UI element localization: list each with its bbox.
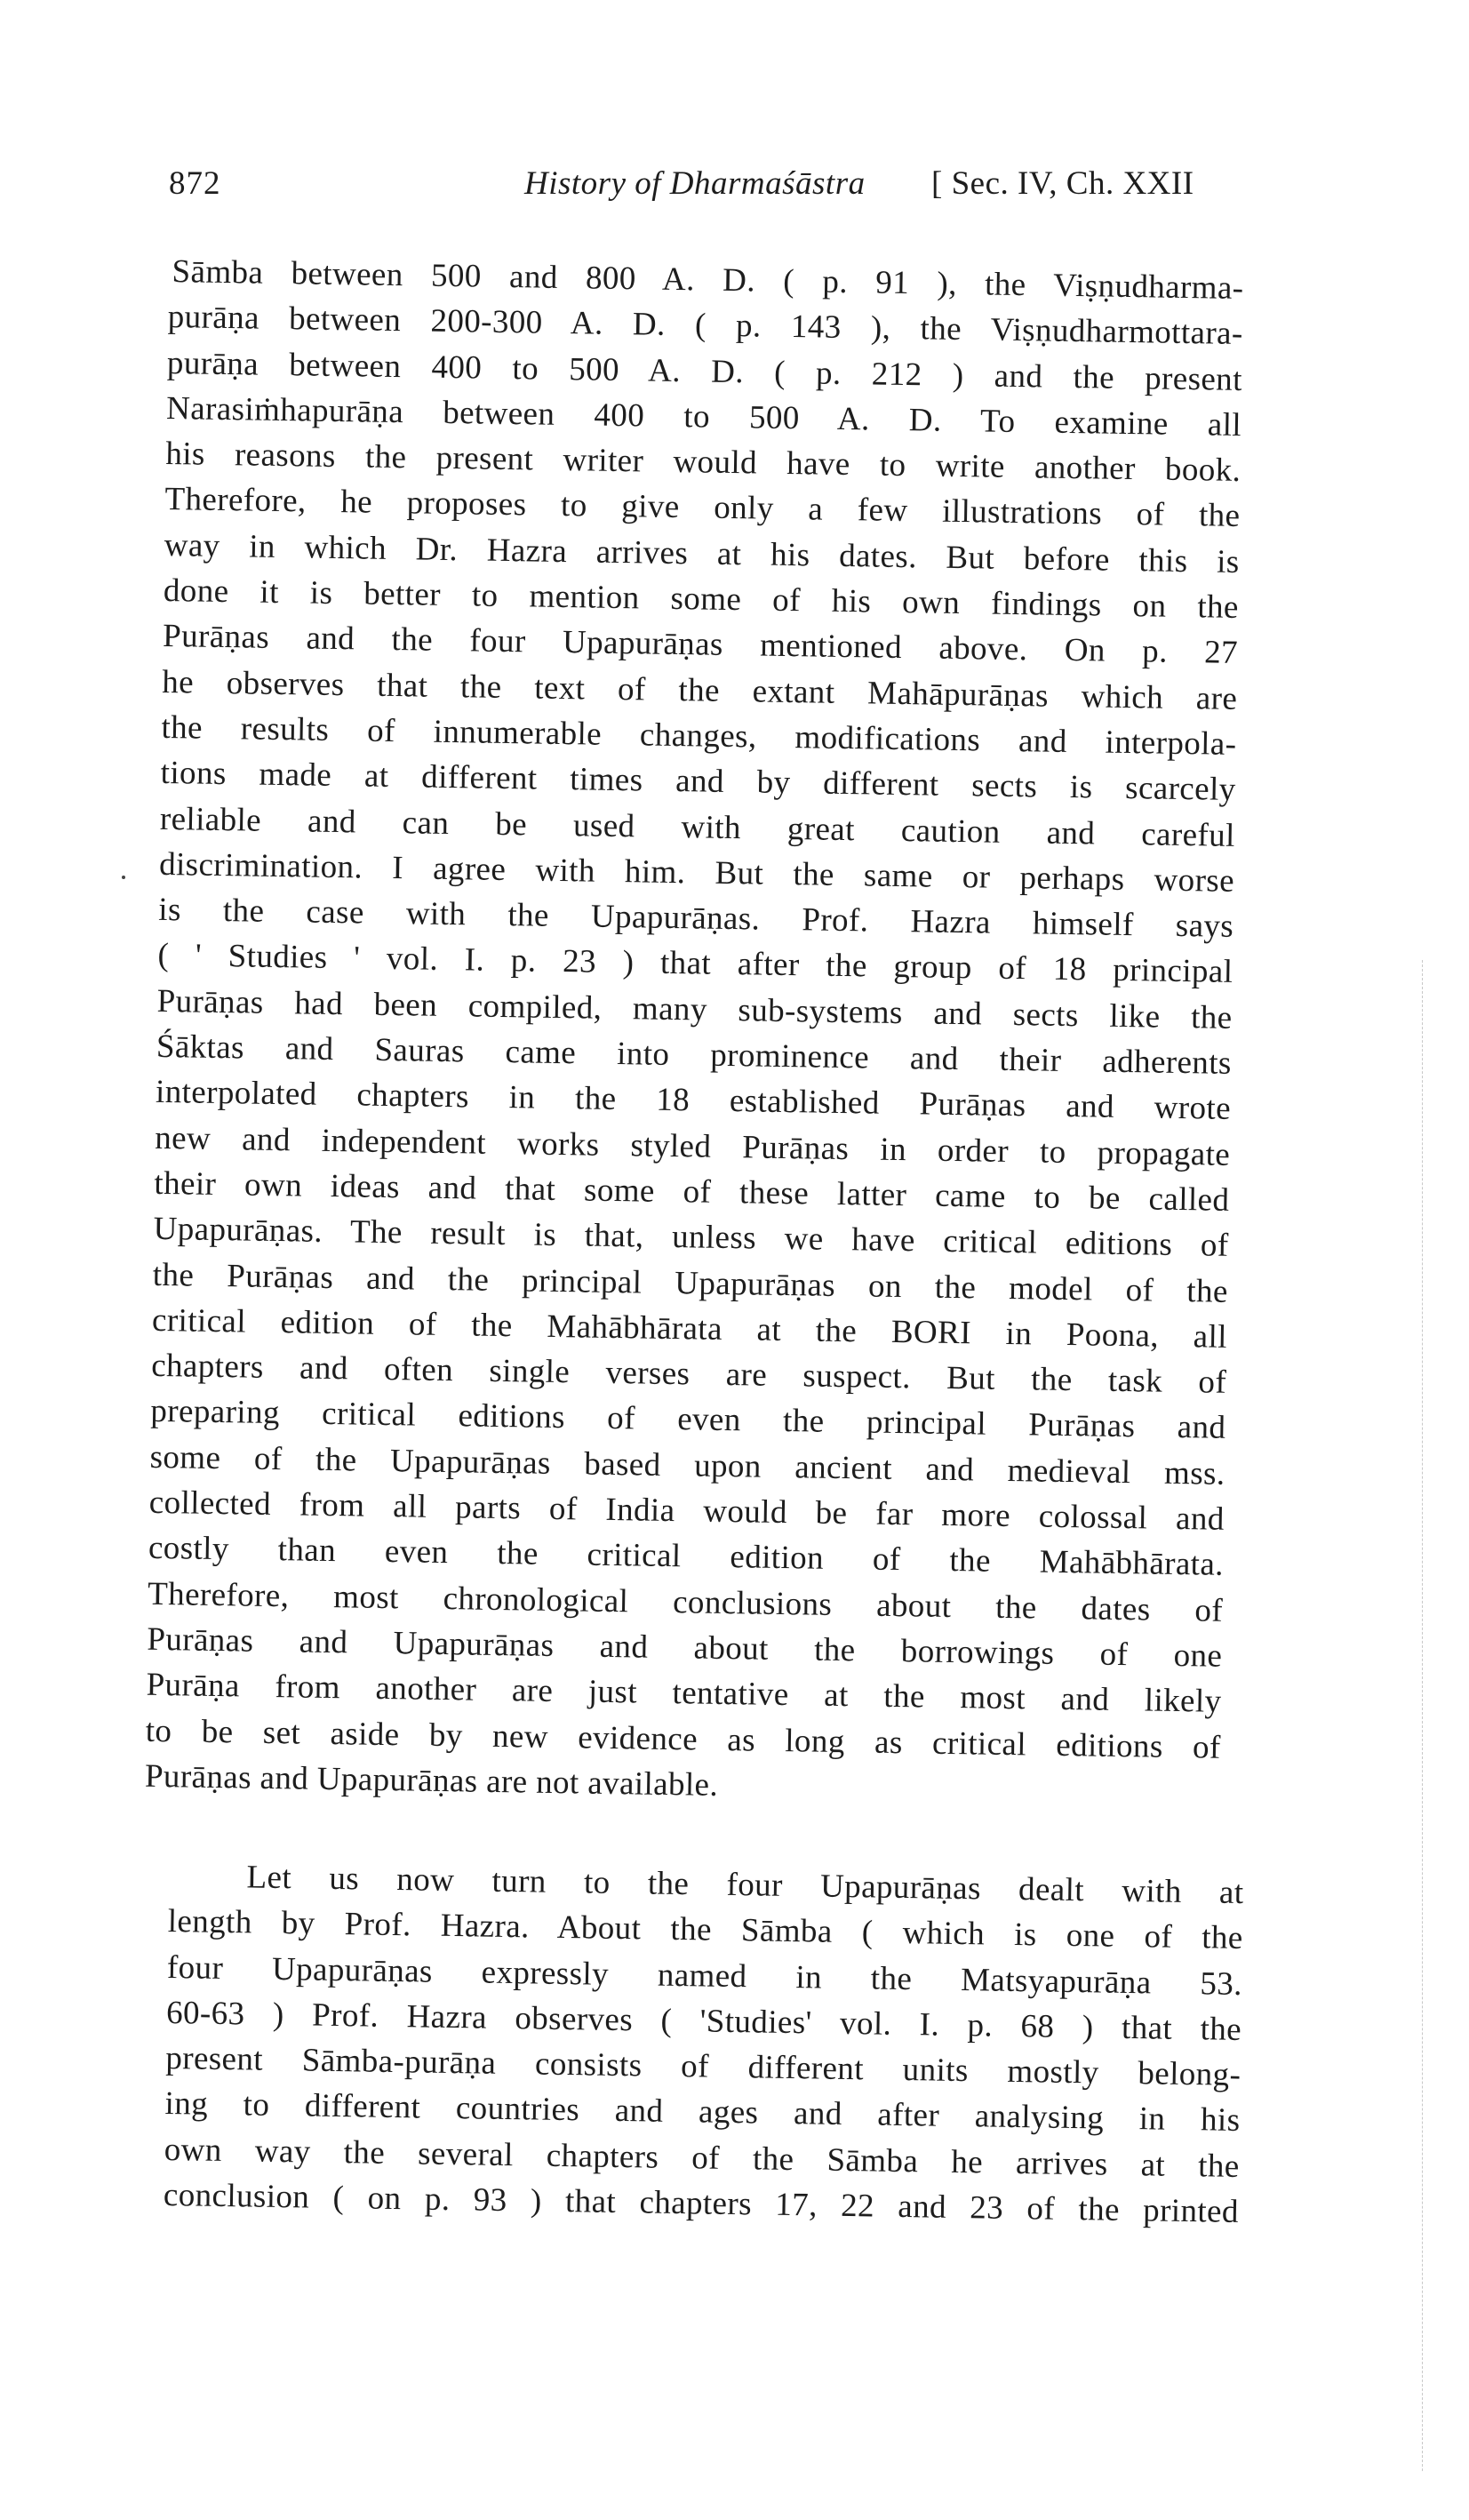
section-reference: [ Sec. IV, Ch. XXII (931, 165, 1194, 202)
text-line: Purāṇas and Upapurāṇas are not available. (144, 1757, 719, 1804)
text-line: own way the several chapters of the Sāmba he arrives at the (164, 2131, 1240, 2185)
text-line: reliable and can be used with great caution and careful (159, 800, 1236, 854)
text-line: Sāmba between 500 and 800 A. D. ( p. 91 ), the Viṣṇudharma- (172, 253, 1244, 308)
text-line: his reasons the present writer would have to write another book. (165, 436, 1241, 490)
text-line: their own ideas and that some of these latter came to be called (154, 1164, 1230, 1219)
text-line: Purāṇas and Upapurāṇas and about the borrowings of one (147, 1620, 1223, 1675)
page-number: 872 (169, 165, 221, 202)
text-line: discrimination. I agree with him. But the same or perhaps worse (158, 845, 1235, 900)
text-line: Purāṇas and the four Upapurāṇas mentioned above. On p. 27 (162, 618, 1239, 672)
text-line: Upapurāṇas. The result is that, unless we have critical editions of (153, 1211, 1229, 1265)
page-header (169, 164, 1306, 218)
text-line: the Purāṇas and the principal Upapurāṇas on the model of the (152, 1256, 1229, 1310)
text-line: conclusion ( on p. 93 ) that chapters 17, 22 and 23 of the printed (163, 2177, 1240, 2231)
text-line: Let us now turn to the four Upapurāṇas dealt with at (246, 1859, 1244, 1912)
text-line: present Sāmba-purāṇa consists of different units mostly belong- (165, 2040, 1241, 2094)
text-line: some of the Upapurāṇas based upon ancient and medieval mss. (149, 1438, 1225, 1492)
running-title: History of Dharmaśāstra (524, 165, 866, 202)
text-line: Purāṇas had been compiled, many sub-systems and sects like the (156, 982, 1233, 1036)
text-line: the results of innumerable changes, modifications and interpola- (161, 708, 1237, 763)
text-line: ing to different countries and ages and after analysing in his (164, 2085, 1241, 2140)
text-line: preparing critical editions of even the principal Purāṇas and (150, 1393, 1226, 1447)
text-line: ( ' Studies ' vol. I. p. 23 ) that after the group of 18 principal (157, 937, 1233, 991)
text-line: collected from all parts of India would be far more colossal and (148, 1484, 1225, 1538)
text-line: four Upapurāṇas expressly named in the Matsyapurāṇa 53. (166, 1948, 1243, 2003)
text-line: tions made at different times and by different sects is scarcely (160, 755, 1236, 809)
text-line: he observes that the text of the extant Mahāpurāṇas which are (162, 663, 1238, 717)
text-line: Purāṇa from another are just tentative at the most and likely (146, 1667, 1222, 1721)
paragraph-2 (164, 1853, 1244, 2235)
text-line: Therefore, he proposes to give only a few illustrations of the (164, 481, 1241, 535)
text-line: chapters and often single verses are suspect. But the task of (150, 1347, 1227, 1401)
paragraph-1 (145, 249, 1244, 1816)
text-line: critical edition of the Mahābhārata at the BORI in Poona, all (151, 1301, 1228, 1356)
text-line: done it is better to mention some of his own findings on the (163, 572, 1240, 627)
text-line: length by Prof. Hazra. About the Sāmba ( which is one of the (167, 1903, 1243, 1957)
text-line: Śāktas and Sauras came into prominence and their adherents (156, 1028, 1233, 1082)
text-line: new and independent works styled Purāṇas in order to propagate (154, 1119, 1231, 1173)
text-line: is the case with the Upapurāṇas. Prof. Hazra himself says (157, 892, 1234, 946)
page-edge-mark (1422, 960, 1424, 2471)
text-line: 60-63 ) Prof. Hazra observes ( 'Studies' vol. I. p. 68 ) that the (165, 1994, 1242, 2048)
text-line: costly than even the critical edition of the Mahābhārata. (148, 1530, 1225, 1584)
text-line: interpolated chapters in the 18 established Purāṇas and wrote (155, 1074, 1232, 1128)
text-line: way in which Dr. Hazra arrives at his dates. But before this is (164, 526, 1240, 580)
text-line: purāṇa between 400 to 500 A. D. ( p. 212 ) and the present (166, 344, 1243, 398)
text-line: to be set aside by new evidence as long as critical editions of (145, 1712, 1221, 1766)
text-line: Narasiṁhapurāṇa between 400 to 500 A. D. To examine all (165, 389, 1242, 444)
margin-dot (122, 876, 125, 879)
text-line: purāṇa between 200-300 A. D. ( p. 143 ), the Viṣṇudharmottara- (167, 299, 1243, 353)
text-line: Therefore, most chronological conclusions about the dates of (147, 1575, 1224, 1629)
